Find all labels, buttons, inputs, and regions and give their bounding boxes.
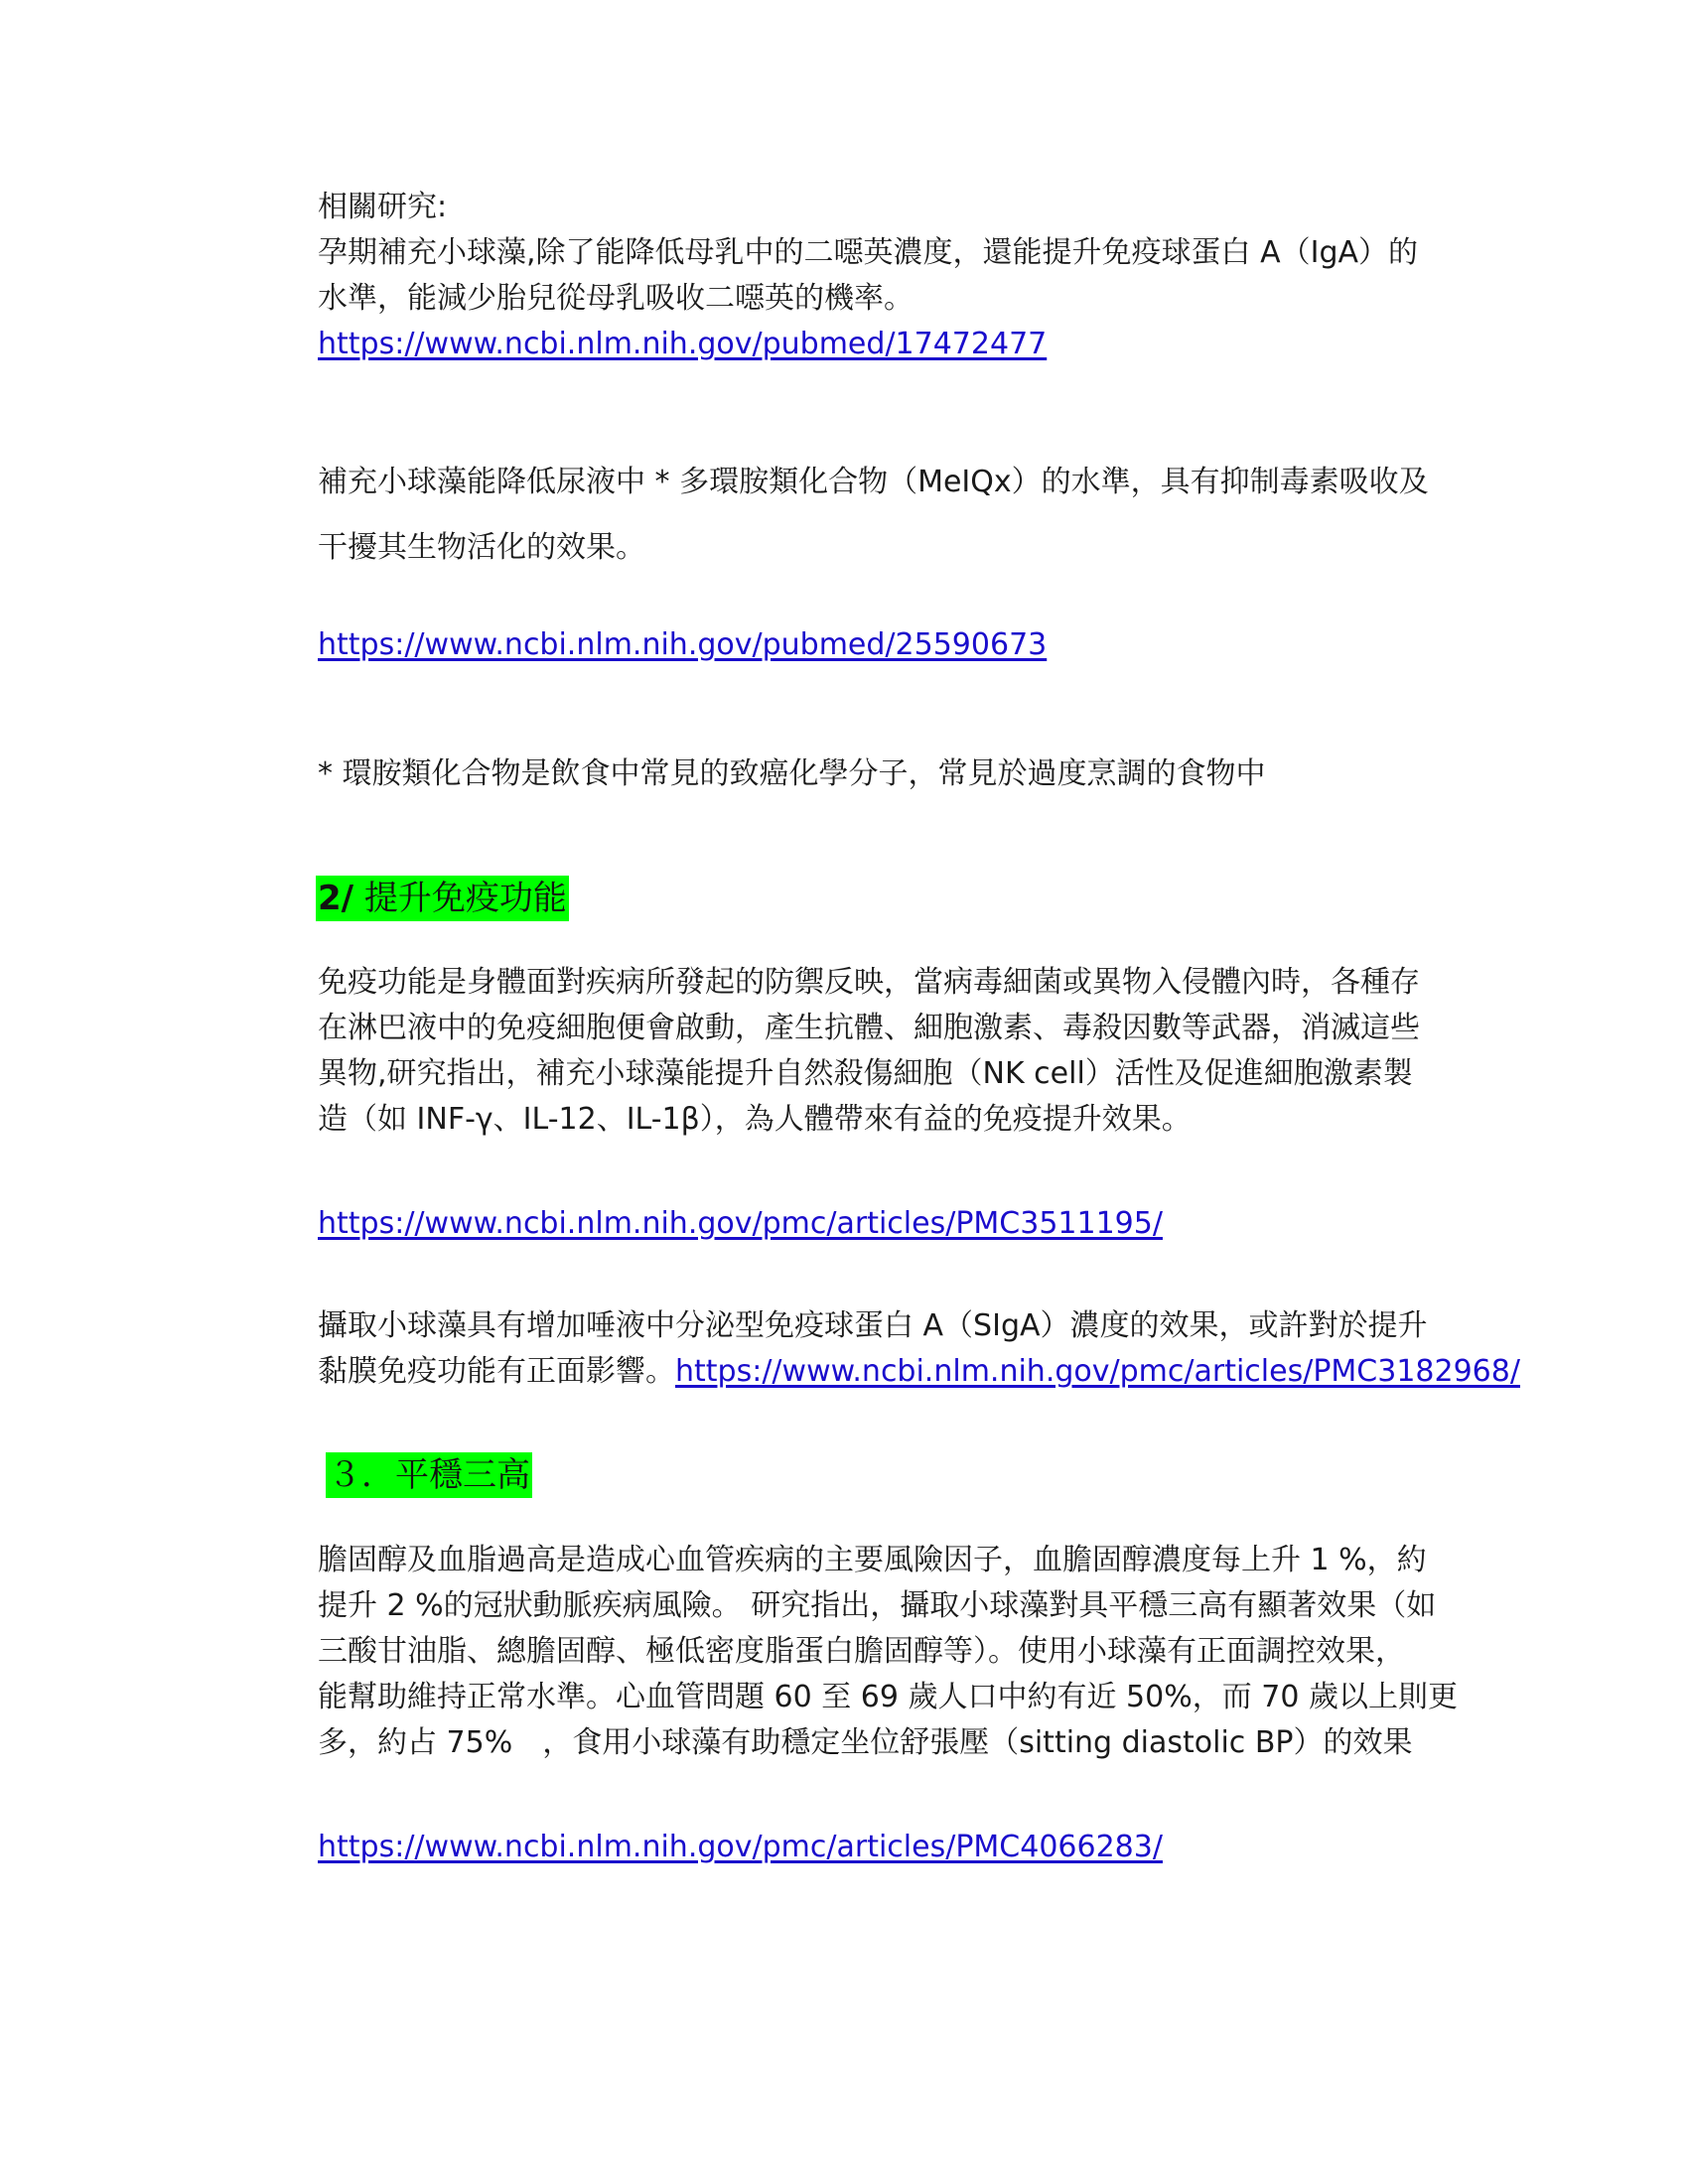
immune-paragraph [318, 960, 1470, 1143]
cholesterol-paragraph [318, 1538, 1470, 1766]
paragraph-line: 造（如 INF-γ、IL-12、IL-1β），為人體帶來有益的免疫提升效果。 [318, 1102, 1192, 1137]
paragraph-line: 孕期補充小球藻,除了能降低母乳中的二噁英濃度，還能提升免疫球蛋白 A（IgA）的 [318, 235, 1419, 270]
reference-link-25590673[interactable]: https://www.ncbi.nlm.nih.gov/pubmed/25590673 [318, 627, 1048, 662]
paragraph-line: 補充小球藻能降低尿液中 * 多環胺類化合物（MeIQx）的水準，具有抑制毒素吸收及 [318, 465, 1429, 499]
paragraph-line: 干擾其生物活化的效果。 [318, 530, 645, 565]
paragraph-line: 膽固醇及血脂過高是造成心血管疾病的主要風險因子，血膽固醇濃度每上升 1 %，約 [318, 1543, 1427, 1577]
paragraph-text: 黏膜免疫功能有正面影響。 [318, 1354, 675, 1389]
siga-paragraph [318, 1303, 1520, 1395]
reference-block [318, 1201, 1470, 1247]
reference-link-17472477[interactable]: https://www.ncbi.nlm.nih.gov/pubmed/17472477 [318, 327, 1048, 361]
paragraph-line: 能幫助維持正常水準。心血管問題 60 至 69 歲人口中約有近 50%，而 70 歲以上則更 [318, 1680, 1458, 1714]
paragraph-line: 水準，能減少胎兒從母乳吸收二噁英的機率。 [318, 281, 914, 316]
footnote [318, 751, 1470, 797]
meiqx-paragraph [318, 450, 1470, 581]
paragraph-line: 多，約占 75% ，食用小球藻有助穩定坐位舒張壓（sitting diastolic BP）的效果 [318, 1725, 1413, 1760]
reference-block [318, 622, 1470, 668]
related-research-label: 相關研究: [318, 190, 448, 224]
paragraph-line: 提升 2 %的冠狀動脈疾病風險。 研究指出，攝取小球藻對具平穩三高有顯著效果（如 [318, 1588, 1437, 1623]
reference-link-PMC4066283[interactable]: https://www.ncbi.nlm.nih.gov/pmc/articles/PMC4066283/ [318, 1830, 1163, 1864]
reference-link-PMC3511195[interactable]: https://www.ncbi.nlm.nih.gov/pmc/articles/PMC3511195/ [318, 1206, 1163, 1241]
heading-text: 提升免疫功能 [353, 879, 567, 918]
paragraph-line: 異物,研究指出，補充小球藻能提升自然殺傷細胞（NK cell）活性及促進細胞激素製 [318, 1056, 1413, 1091]
paragraph-line: 在淋巴液中的免疫細胞便會啟動，產生抗體、細胞激素、毒殺因數等武器，消滅這些 [318, 1011, 1420, 1045]
related-research-block [318, 185, 1470, 367]
reference-link-PMC3182968[interactable]: https://www.ncbi.nlm.nih.gov/pmc/articles/PMC3182968/ [675, 1354, 1520, 1389]
paragraph-line: 免疫功能是身體面對疾病所發起的防禦反映，當病毒細菌或異物入侵體內時，各種存 [318, 965, 1420, 1000]
paragraph-line: 攝取小球藻具有增加唾液中分泌型免疫球蛋白 A（SIgA）濃度的效果，或許對於提升 [318, 1308, 1428, 1343]
heading-number: 2/ [318, 879, 354, 918]
reference-block [318, 1825, 1470, 1870]
section-heading-immune [316, 876, 569, 921]
heading-text: ３．平穩三高 [328, 1455, 530, 1495]
footnote-text: * 環胺類化合物是飲食中常見的致癌化學分子，常見於過度烹調的食物中 [318, 756, 1266, 791]
section-heading-three-highs [326, 1452, 532, 1498]
paragraph-line: 三酸甘油脂、總膽固醇、極低密度脂蛋白膽固醇等）。使用小球藻有正面調控效果， [318, 1634, 1405, 1669]
